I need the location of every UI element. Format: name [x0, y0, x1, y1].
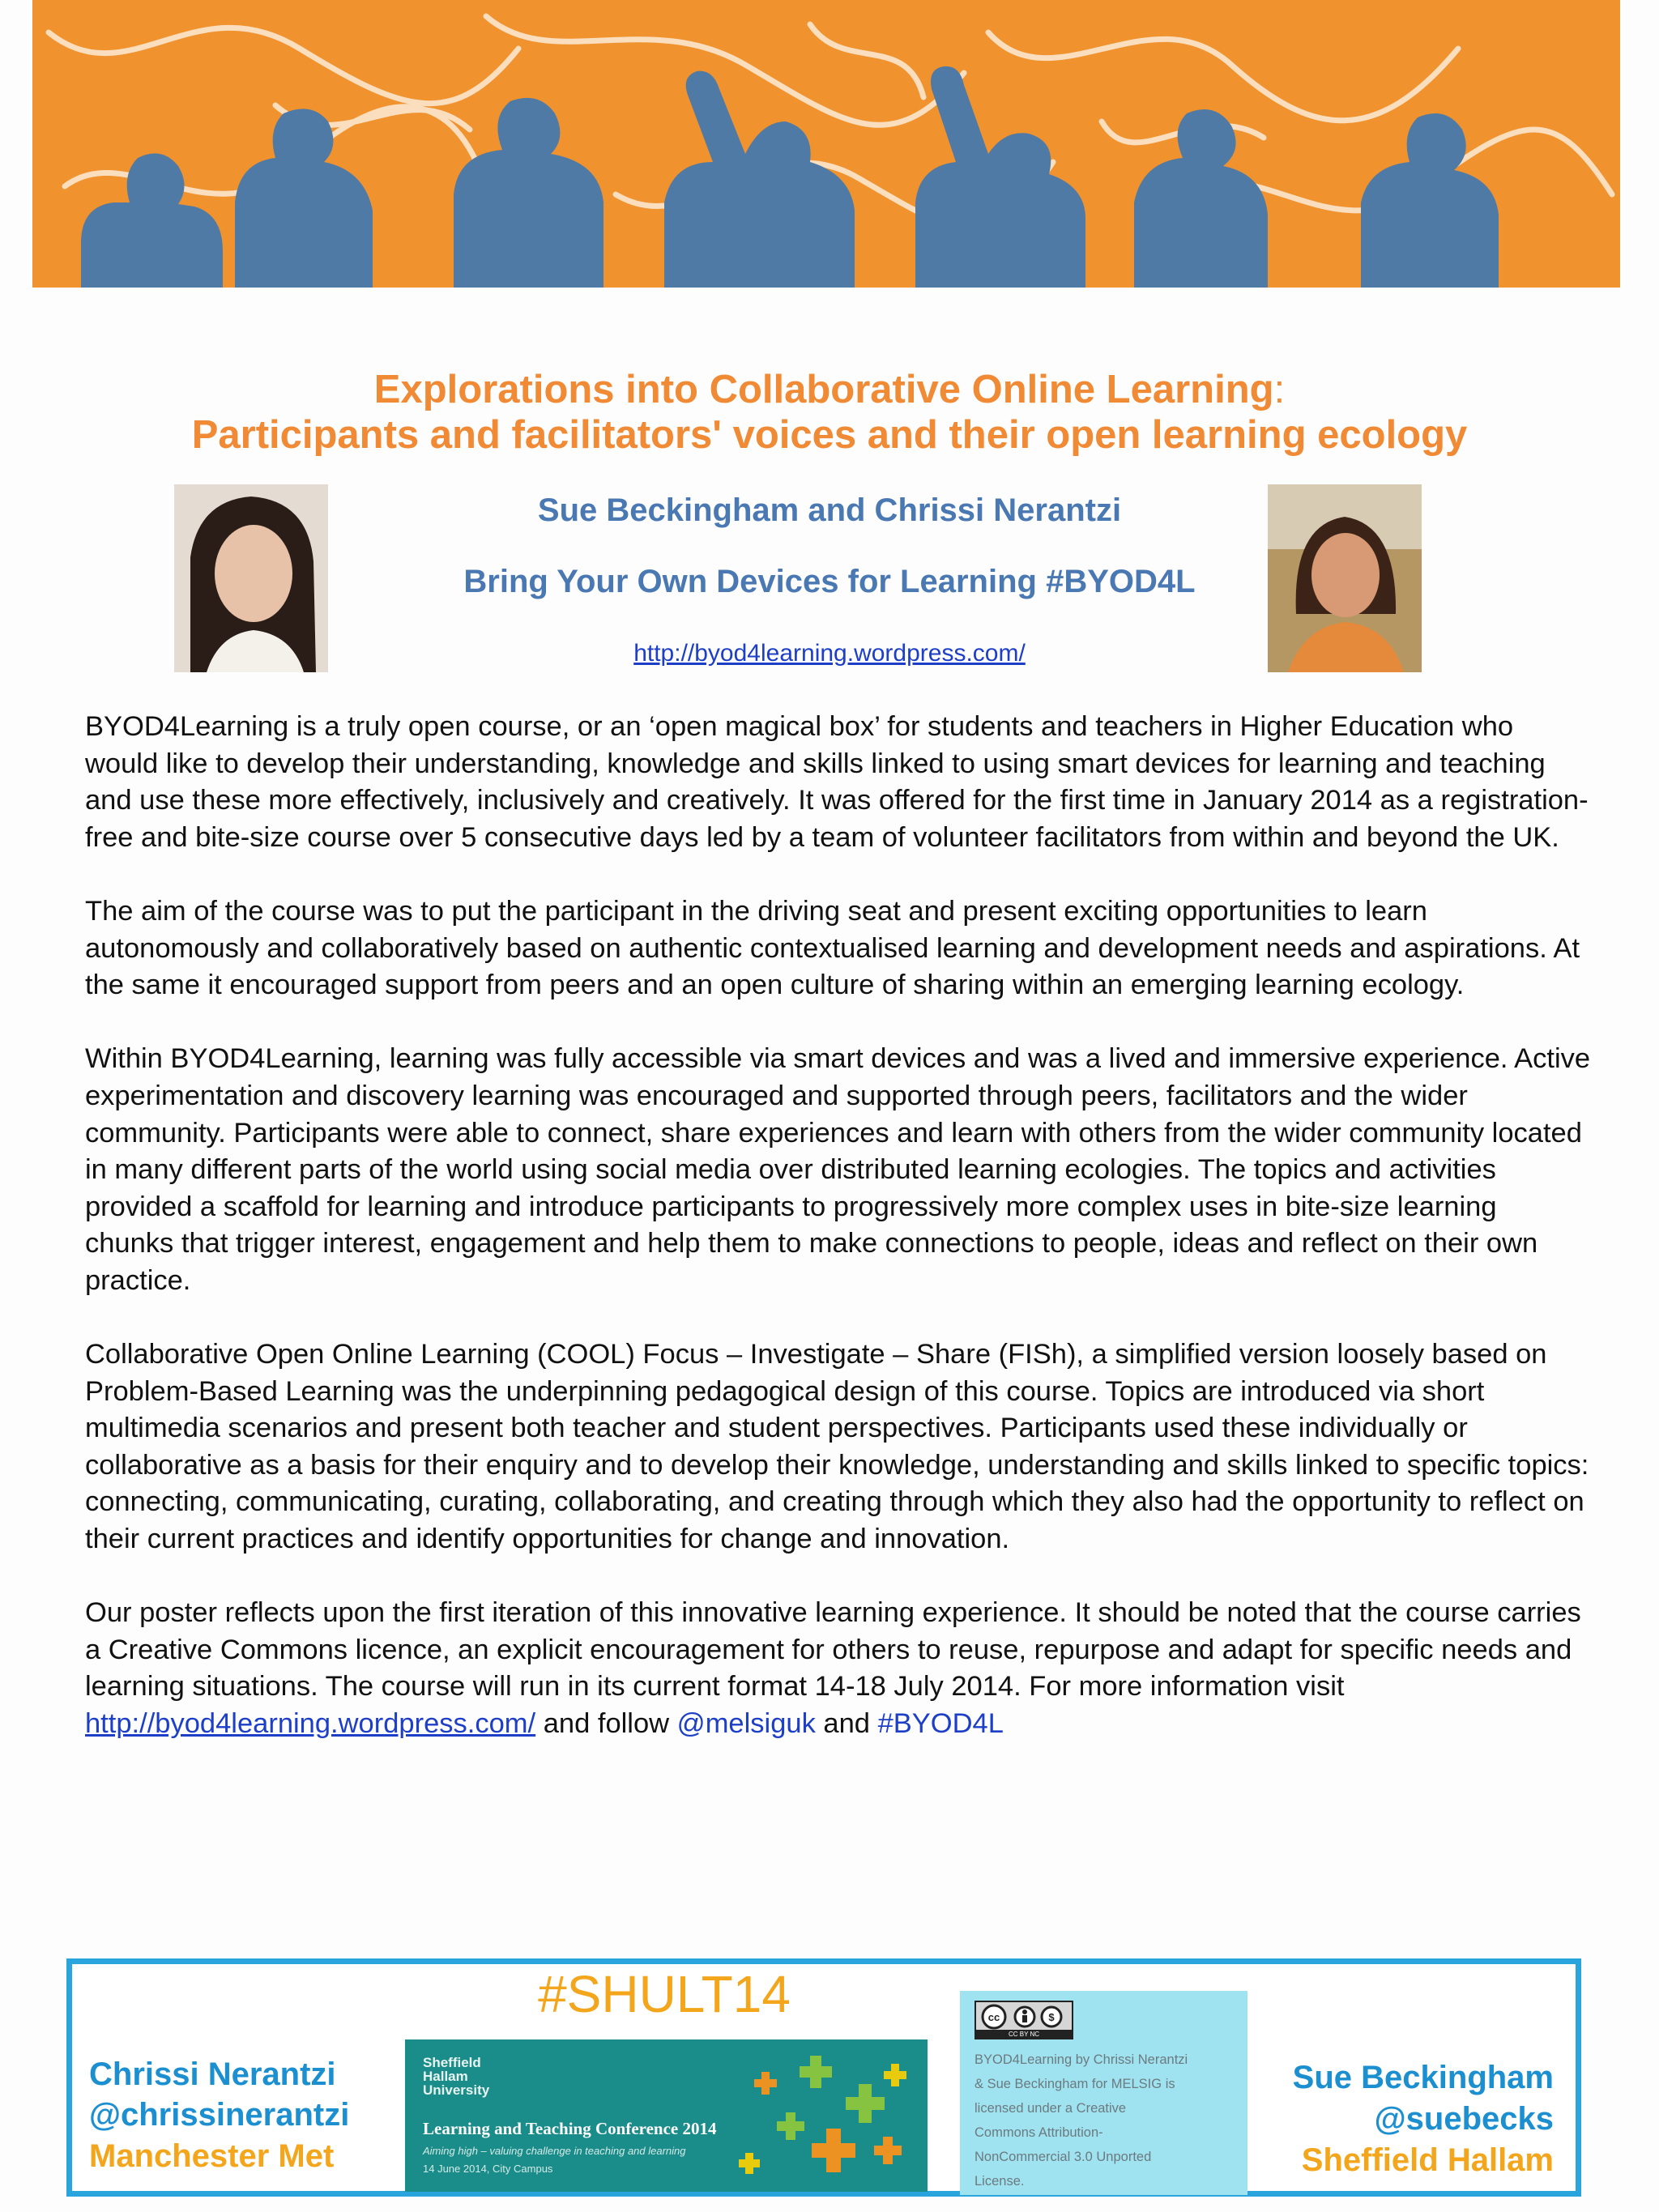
conference-university: Sheffield Hallam University — [423, 2055, 490, 2098]
paragraph-4: Collaborative Open Online Learning (COOL) Focus – Investigate – Share (FISh), a simplified version loosely based on Problem-Based Learning was the underpinning pedagogical design of this course. Topics are introduced via short multimedia scenarios and present both teacher and student perspectives. Participants used these individually or collaborative as a basis for their enquiry and to develop their knowledge, understanding and skills linked to specific topics: connecting, communicating, curating, collaborating, and creating through which they also had the opportunity to reflect on their current practices and identify opportunities for change and innovation. — [85, 1339, 1589, 1555]
footer-right-name: Sue Beckingham — [1292, 2060, 1554, 2095]
paragraph-2: The aim of the course was to put the participant in the driving seat and present exciting opportunities to learn autonomously and collaboratively based on authentic contextualised learning and development needs and aspirations. At the same it encouraged support from peers and an open culture of sharing within an emerging learning ecology. — [85, 895, 1580, 1001]
byod4l-link[interactable]: http://byod4learning.wordpress.com/ — [85, 1708, 536, 1740]
course-name: Bring Your Own Devices for Learning #BYOD4L — [463, 564, 1196, 599]
paragraph-3: Within BYOD4Learning, learning was fully accessible via smart devices and was a lived and immersive experience. Active experimentation and discovery learning was encouraged and supported through peers, facilitators and the wider community. Participants were able to connect, share experiences and learn with others from the wider community located in many different parts of the world using social media over distributed learning ecologies. The topics and activities provided a scaffold for learning and introduce participants to progressively more complex uses in bite-size learning chunks that trigger interest, engagement and help them to make connections to people, ideas and reflect on their own practice. — [85, 1043, 1591, 1296]
paragraph-1: BYOD4Learning is a truly open course, or an ‘open magical box’ for students and teachers in Higher Education who would like to develop their understanding, knowledge and skills linked to using smart devices for learning and teaching and use these more effectively, inclusively and creatively. It was offered for the first time in January 2014 as a registration-free and bite-size course over 5 consecutive days led by a team of volunteer facilitators from within and beyond the UK. — [85, 711, 1589, 853]
svg-text:$: $ — [1048, 2011, 1055, 2023]
body-text — [85, 709, 1592, 1779]
footer-right-handle[interactable]: @suebecks — [1374, 2101, 1554, 2137]
svg-text:cc: cc — [987, 2011, 1000, 2023]
conference-title: Learning and Teaching Conference 2014 — [423, 2119, 717, 2138]
footer-left-handle[interactable]: @chrissinerantzi — [89, 2097, 350, 2133]
footer-left-org: Manchester Met — [89, 2138, 335, 2174]
poster-title-line1: Explorations into Collaborative Online Learning: — [373, 368, 1286, 411]
conference-date: 14 June 2014, City Campus — [423, 2163, 553, 2175]
footer-left-name: Chrissi Nerantzi — [89, 2056, 336, 2092]
paragraph-5: Our poster reflects upon the first iteration of this innovative learning experience. It should be noted that the course carries a Creative Commons licence, an explicit encouragement for others to reuse, repurpose and adapt for specific needs and learning situations. The course will run in its current format 14-18 July 2014. For more information visit http://byod4learning.wordpress.com/ and follow @melsiguk and #BYOD4L — [85, 1597, 1581, 1740]
licence-text: BYOD4Learning by Chrissi Nerantzi & Sue Beckingham for MELSIG is licensed under a Creative Commons Attribution- NonCommercial 3.0 Unported License. — [975, 2052, 1188, 2189]
poster-title-line2: Participants and facilitators' voices and their open learning ecology — [191, 413, 1468, 457]
melsiguk-handle[interactable]: @melsiguk — [676, 1708, 816, 1740]
cc-licence-badge-icon — [975, 2001, 1073, 2039]
conference-banner — [405, 2039, 928, 2192]
conference-hashtag: #SHULT14 — [538, 1965, 791, 2023]
footer-right-org: Sheffield Hallam — [1301, 2142, 1554, 2178]
conference-subtitle: Aiming high – valuing challenge in teaching and learning — [423, 2145, 686, 2157]
authors-line: Sue Beckingham and Chrissi Nerantzi — [537, 492, 1122, 528]
licence-panel — [960, 1991, 1247, 2195]
banner-illustration — [32, 0, 1620, 300]
byod4l-hashtag[interactable]: #BYOD4L — [877, 1708, 1004, 1740]
svg-text:CC BY NC: CC BY NC — [1008, 2031, 1040, 2038]
course-url-link[interactable]: http://byod4learning.wordpress.com/ — [633, 640, 1026, 667]
